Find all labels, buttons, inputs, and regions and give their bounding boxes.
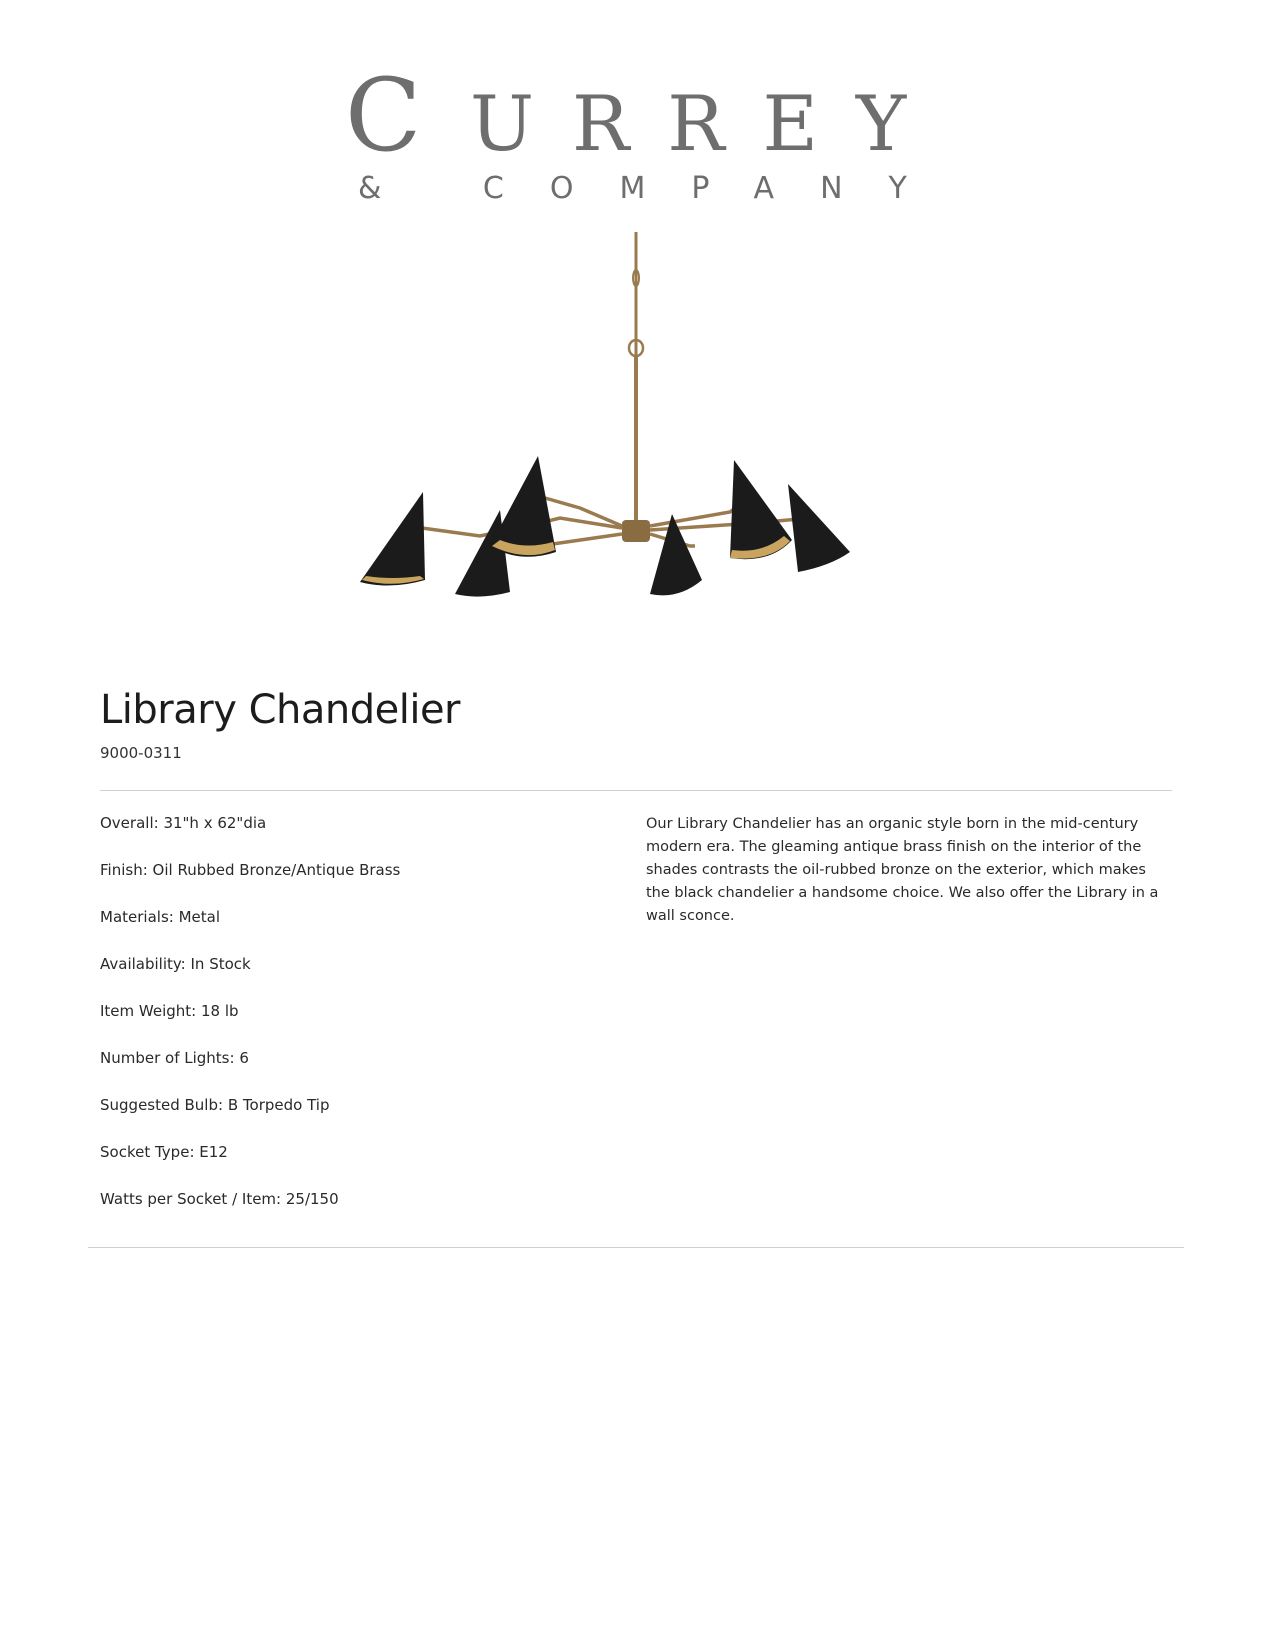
divider-bottom	[88, 1247, 1184, 1248]
spec-overall: Overall: 31"h x 62"dia	[100, 814, 267, 832]
product-description: Our Library Chandelier has an organic style born in the mid-century modern era. The gleaming antique brass finish on the interior of the shades contrasts the oil-rubbed bronze on the exterior, which makes the black chandelier a handsome choice. We also offer the Library in a wall sconce.	[646, 816, 1159, 924]
curry-company-logo-icon	[0, 60, 1275, 210]
svg-text:& COMPANY: & COMPANY	[358, 171, 953, 206]
chandelier-icon	[360, 228, 915, 628]
svg-text:C: C	[345, 60, 422, 174]
spec-label: Overall	[100, 814, 154, 832]
spec-label: Item Weight	[100, 1002, 192, 1020]
spec-watts: Watts per Socket / Item: 25/150	[100, 1190, 339, 1208]
spec-value: 25/150	[285, 1190, 339, 1208]
spec-value: Oil Rubbed Bronze/Antique Brass	[152, 861, 401, 879]
spec-socket-type: Socket Type: E12	[100, 1143, 228, 1161]
brand-logo	[0, 60, 1275, 210]
spec-label: Number of Lights	[100, 1049, 230, 1067]
spec-value: B Torpedo Tip	[227, 1096, 330, 1114]
product-title: Library Chandelier	[100, 687, 461, 733]
spec-label: Watts per Socket / Item	[100, 1190, 277, 1208]
spec-finish: Finish: Oil Rubbed Bronze/Antique Brass	[100, 861, 401, 879]
spec-label: Materials	[100, 908, 169, 926]
spec-value: 6	[239, 1049, 249, 1067]
spec-value: E12	[199, 1143, 228, 1161]
spec-value: 18 lb	[201, 1002, 239, 1020]
spec-label: Socket Type	[100, 1143, 190, 1161]
spec-value: Metal	[178, 908, 221, 926]
spec-list	[100, 812, 620, 1235]
spec-availability: Availability: In Stock	[100, 955, 251, 973]
spec-label: Suggested Bulb	[100, 1096, 219, 1114]
spec-label: Availability	[100, 955, 181, 973]
spec-number-of-lights: Number of Lights: 6	[100, 1049, 249, 1067]
spec-materials: Materials: Metal	[100, 908, 221, 926]
divider-top	[100, 790, 1172, 791]
spec-value: 31"h x 62"dia	[163, 814, 267, 832]
product-image	[360, 228, 915, 628]
product-sku: 9000-0311	[100, 744, 182, 762]
spec-label: Finish	[100, 861, 143, 879]
spec-value: In Stock	[190, 955, 251, 973]
svg-text:URREY: URREY	[470, 79, 945, 168]
spec-suggested-bulb: Suggested Bulb: B Torpedo Tip	[100, 1096, 330, 1114]
spec-item-weight: Item Weight: 18 lb	[100, 1002, 239, 1020]
